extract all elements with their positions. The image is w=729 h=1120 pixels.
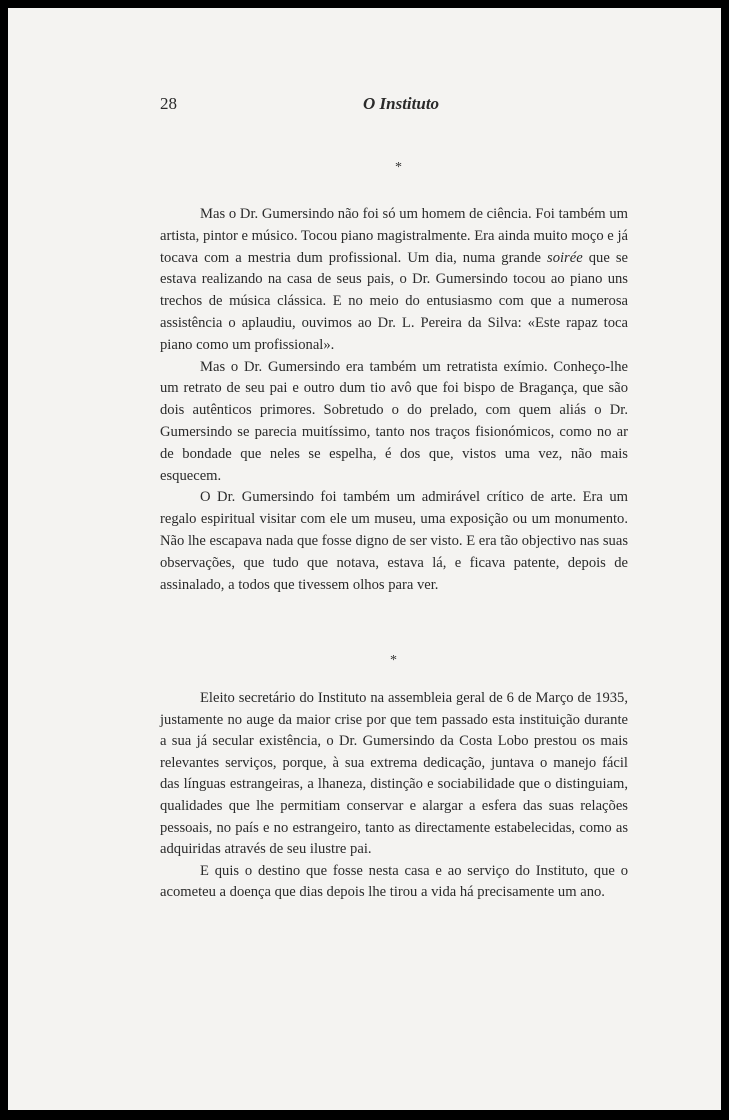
section-divider-star: *: [395, 160, 402, 175]
document-page: [8, 8, 721, 1110]
paragraph-destiny: E quis o destino que fosse nesta casa e ao serviço do Instituto, que o acometeu a doença que dias depois lhe tirou a vida há precisamente um ano.: [160, 862, 628, 901]
section-artist: [160, 204, 628, 596]
paragraph-portraitist: Mas o Dr. Gumersindo era também um retratista exímio. Conheço-lhe um retrato de seu pai e outro dum tio avô que foi bispo de Bragança, que são dois autênticos primores. Sobretudo o do prelado, com quem aliás o Dr. Gumersindo se parecia muitíssimo, tanto nos traços fisionómicos, como no ar de bondade que neles se espelha, é dos que, vistos uma vez, não mais esquecem.: [160, 358, 628, 484]
italic-word: soirée: [547, 249, 583, 266]
section-divider-star: *: [390, 653, 397, 668]
paragraph-art-critic: O Dr. Gumersindo foi também um admirável crítico de arte. Era um regalo espiritual visitar com ele um museu, uma exposição ou um monumento. Não lhe escapava nada que fosse digno de ser visto. E era tão objectivo nas suas observações, que tudo que notava, estava lá, e ficava patente, depois de assinalado, a todos que tivessem olhos para ver.: [160, 489, 628, 593]
paragraph-artist-musician: [160, 204, 628, 357]
section-secretary: [160, 688, 628, 904]
running-title: O Instituto: [363, 94, 440, 113]
paragraph-text: Mas o Dr. Gumersindo não foi só um homem de ciência. Foi também um artista, pintor e músico. Tocou piano magistralmente. Era ainda muito moço e já tocava com a mestria dum profissional. Um dia, numa grande: [160, 206, 628, 266]
page-header: [8, 94, 721, 118]
paragraph-secretary: Eleito secretário do Instituto na assembleia geral de 6 de Março de 1935, justamente no auge da maior crise por que tem passado esta instituição durante a sua já secular existência, o Dr. Gumersindo da Costa Lobo prestou os mais relevantes serviços, porque, à sua extrema dedicação, juntava o manejo fácil das línguas estrangeiras, a lhaneza, distinção e sociabilidade que o distinguiam, qualidades que lhe permitiam conservar e alargar a esfera das suas relações pessoais, no país e no estrangeiro, tanto as directamente estabelecidas, como as adquiridas através de seu ilustre pai.: [160, 690, 628, 858]
page-number: 28: [160, 94, 177, 113]
paragraph-text: que se estava realizando na casa de seus pais, o Dr. Gumersindo tocou ao piano uns trechos de música clássica. E no meio do entusiasmo com que a numerosa assistência o aplaudiu, ouvimos ao Dr. L. Pereira da Silva: «Este rapaz toca piano como um profissional».: [160, 249, 628, 353]
